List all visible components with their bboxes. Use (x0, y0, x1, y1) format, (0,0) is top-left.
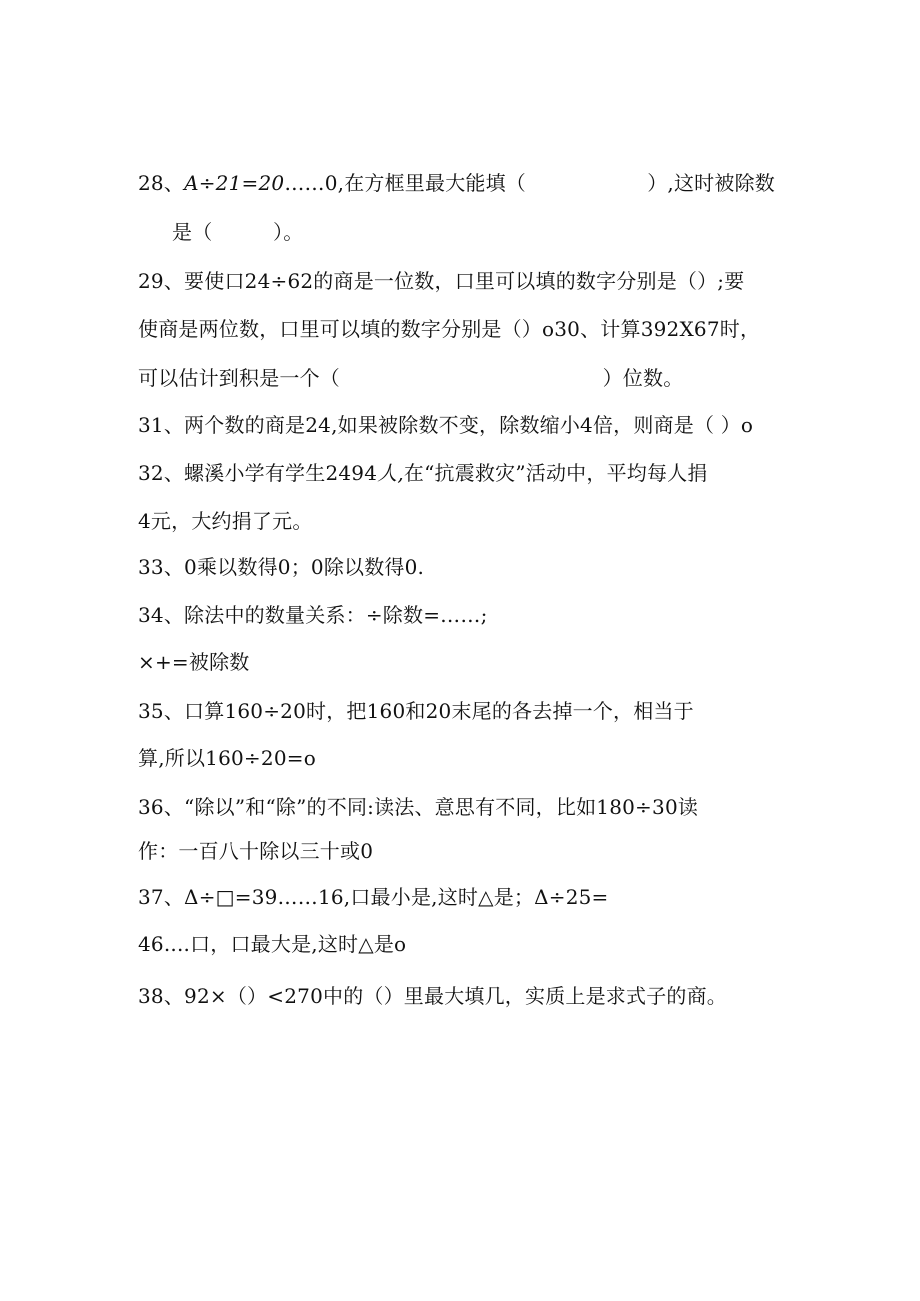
question-32-text-a: 32、螺溪小学有学生2494 (138, 461, 378, 485)
question-36-line-1: 36、“除以”和“除”的不同:读法、意思有不同，比如180÷30读 (138, 795, 699, 819)
question-35-line-2: 算,所以160÷20=o (138, 746, 316, 770)
question-33-line: 33、0乘以数得0；0除以数得0. (138, 555, 425, 579)
question-28-text: ……0,在方框里最大能填（ ）,这时被除数 (284, 171, 775, 195)
question-32-text-b: 在“抗震救灾”活动中，平均每人捐 (403, 461, 708, 485)
question-32-line-1 (138, 460, 708, 486)
question-31-line: 31、两个数的商是24,如果被除数不变，除数缩小4倍，则商是（ ）o (138, 413, 754, 437)
question-36-line-2: 作：一百八十除以三十或0 (138, 839, 374, 863)
question-37-line-1: 37、Δ÷□=39……16,口最小是,这时△是；Δ÷25= (138, 885, 609, 909)
question-29-line-2: 使商是两位数，口里可以填的数字分别是（）o30、计算392X67时， (138, 317, 761, 341)
question-34-line-2: ×+=被除数 (138, 650, 250, 674)
question-28-number: 28、 (138, 171, 185, 195)
question-32-italic: 人, (377, 461, 404, 485)
question-28-expression: A÷21=20 (184, 171, 285, 195)
question-30-line: 可以估计到积是一个（ ）位数。 (138, 366, 684, 390)
question-32-line-2: 4元，大约捐了元。 (138, 509, 313, 533)
question-29-line-1: 29、要使口24÷62的商是一位数，口里可以填的数字分别是（）;要 (138, 269, 745, 293)
question-35-line-1: 35、口算160÷20时，把160和20末尾的各去掉一个，相当于 (138, 699, 694, 723)
question-37-line-2: 46....口，口最大是,这时△是o (138, 932, 407, 956)
question-28-line-1 (138, 170, 775, 196)
question-38-line: 38、92×（）<270中的（）里最大填几，实质上是求式子的商。 (138, 984, 727, 1008)
question-28-line-2: 是（ ）。 (172, 220, 304, 244)
question-34-line-1: 34、除法中的数量关系：÷除数=……; (138, 603, 488, 627)
